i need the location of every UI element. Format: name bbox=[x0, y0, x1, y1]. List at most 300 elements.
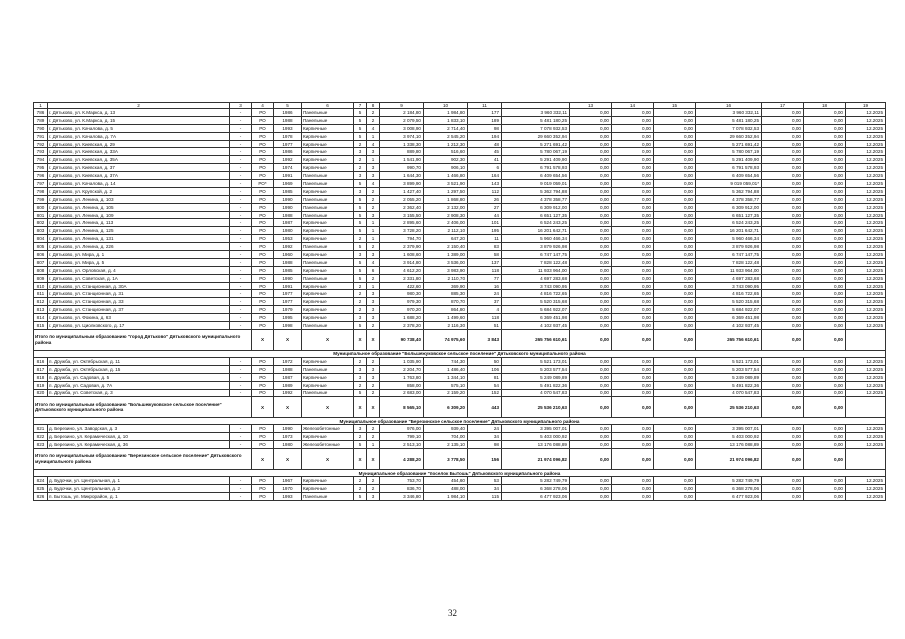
table-cell: 0,00 bbox=[612, 227, 654, 235]
table-cell: 3 bbox=[367, 164, 380, 172]
table-cell: 5 282 749,79 bbox=[502, 477, 570, 485]
table-cell: Кирпичные bbox=[302, 164, 354, 172]
table-cell: 5 684 922,07 bbox=[502, 306, 570, 314]
total-cell: 74 975,60 bbox=[424, 329, 468, 350]
table-cell: 0,00 bbox=[654, 180, 696, 188]
total-cell: 0,00 bbox=[570, 397, 612, 418]
table-cell: 0,00 bbox=[612, 258, 654, 266]
table-cell: 11 bbox=[468, 235, 502, 243]
total-cell: 0,00 bbox=[612, 397, 654, 418]
table-cell: 0,00 bbox=[804, 492, 846, 500]
table-cell: 0,00 bbox=[804, 357, 846, 365]
table-cell: 2 bbox=[367, 381, 380, 389]
table-cell: 1980 bbox=[274, 227, 302, 235]
table-cell: 5 249 089,89 bbox=[696, 373, 762, 381]
table-cell: 12.2025 bbox=[846, 290, 886, 298]
table-cell: Кирпичные bbox=[302, 290, 354, 298]
table-cell: 0,00 bbox=[762, 219, 804, 227]
table-row bbox=[34, 365, 886, 373]
table-cell: - bbox=[230, 477, 252, 485]
table-cell: РО bbox=[252, 219, 274, 227]
table-cell: 1979 bbox=[274, 306, 302, 314]
table-cell: 5 520 315,68 bbox=[502, 298, 570, 306]
table-cell: 1988 bbox=[274, 365, 302, 373]
table-cell: 0,00 bbox=[804, 180, 846, 188]
total-cell: X bbox=[302, 449, 354, 470]
table-row bbox=[34, 492, 886, 500]
table-cell: 976,00 bbox=[380, 425, 424, 433]
total-cell: 0,00 bbox=[654, 449, 696, 470]
table-cell: 0,00 bbox=[570, 373, 612, 381]
table-cell: 53 bbox=[468, 477, 502, 485]
table-cell: 0,00 bbox=[762, 156, 804, 164]
table-cell: 980,30 bbox=[380, 290, 424, 298]
table-cell: 26 bbox=[468, 195, 502, 203]
table-cell: Панельные bbox=[302, 180, 354, 188]
table-row bbox=[34, 140, 886, 148]
table-cell: 3 395 007,01 bbox=[502, 425, 570, 433]
table-cell: - bbox=[230, 298, 252, 306]
table-cell: Кирпичные bbox=[302, 373, 354, 381]
table-row bbox=[34, 109, 886, 117]
table-cell: 12.2025 bbox=[846, 148, 886, 156]
table-cell: 0,00 bbox=[570, 322, 612, 330]
table-cell: 5 403 000,92 bbox=[502, 433, 570, 441]
table-cell: 0,00 bbox=[570, 251, 612, 259]
table-cell: 41 bbox=[468, 156, 502, 164]
table-cell: 0,00 bbox=[570, 492, 612, 500]
document-sheet bbox=[33, 102, 883, 501]
table-cell: Кирпичные bbox=[302, 156, 354, 164]
table-cell: 1 984,80 bbox=[424, 109, 468, 117]
table-cell: 0,00 bbox=[654, 124, 696, 132]
section-heading-row bbox=[34, 418, 886, 425]
table-cell: 9 019 059,01 bbox=[502, 180, 570, 188]
table-cell: 825 bbox=[34, 484, 48, 492]
table-cell: 815 bbox=[34, 322, 48, 330]
table-cell: Кирпичные bbox=[302, 148, 354, 156]
table-cell: 1990 bbox=[274, 425, 302, 433]
table-cell: Панельные bbox=[302, 274, 354, 282]
table-cell: 12.2025 bbox=[846, 132, 886, 140]
table-cell: 137 bbox=[468, 258, 502, 266]
table-cell: 1986 bbox=[274, 148, 302, 156]
table-cell: 1 541,90 bbox=[380, 156, 424, 164]
table-row bbox=[34, 282, 886, 290]
table-cell: 12.2025 bbox=[846, 492, 886, 500]
table-cell: 29 660 352,94 bbox=[696, 132, 762, 140]
table-row bbox=[34, 172, 886, 180]
table-cell: 11 933 964,00 bbox=[502, 266, 570, 274]
table-cell: 1 297,50 bbox=[424, 187, 468, 195]
table-cell: 990,70 bbox=[380, 164, 424, 172]
table-cell: 6 bbox=[468, 164, 502, 172]
table-cell: 0,00 bbox=[612, 365, 654, 373]
table-cell: п. Бытошь, ул. Микрорайон, д. 1 bbox=[48, 492, 230, 500]
table-cell: 12.2025 bbox=[846, 322, 886, 330]
table-cell: 1998 bbox=[274, 322, 302, 330]
table-cell: 3 bbox=[354, 314, 367, 322]
table-cell: 3 bbox=[367, 306, 380, 314]
table-cell: 98 bbox=[468, 441, 502, 449]
table-cell: 0,00 bbox=[654, 187, 696, 195]
table-row bbox=[34, 251, 886, 259]
table-row bbox=[34, 235, 886, 243]
table-cell: 12.2025 bbox=[846, 109, 886, 117]
table-cell: 0,00 bbox=[570, 441, 612, 449]
table-cell: - bbox=[230, 180, 252, 188]
table-cell: 2 bbox=[367, 389, 380, 397]
table-cell: Кирпичные bbox=[302, 484, 354, 492]
table-cell: - bbox=[230, 433, 252, 441]
column-number-cell: 17 bbox=[762, 103, 804, 109]
table-cell: 143 bbox=[468, 180, 502, 188]
table-cell: 7 078 932,53 bbox=[696, 124, 762, 132]
table-cell: 1991 bbox=[274, 172, 302, 180]
section-heading-row bbox=[34, 470, 886, 477]
table-cell: 12.2025 bbox=[846, 227, 886, 235]
table-cell: г. Дятьково, ул. Станционная, д. 37 bbox=[48, 306, 230, 314]
table-cell: 0,00 bbox=[762, 180, 804, 188]
table-cell: 0,00 bbox=[654, 258, 696, 266]
table-cell: 58 bbox=[468, 251, 502, 259]
table-cell: г. Дятьково, ул. Орловская, д. 4 bbox=[48, 266, 230, 274]
section-heading: Муниципальное образование "Большежуковское сельское поселение" Дятьковского муниципального района bbox=[34, 350, 886, 357]
table-cell: 1980 bbox=[274, 441, 302, 449]
table-cell: 0,00 bbox=[570, 381, 612, 389]
total-cell: 6 309,20 bbox=[424, 397, 468, 418]
table-cell: 799 bbox=[34, 195, 48, 203]
table-cell: 0,00 bbox=[570, 148, 612, 156]
table-cell: - bbox=[230, 282, 252, 290]
total-cell: X bbox=[354, 397, 367, 418]
table-cell: 0,00 bbox=[762, 211, 804, 219]
table-cell: РО bbox=[252, 109, 274, 117]
total-cell: 0,00 bbox=[804, 449, 846, 470]
table-cell: 0,00 bbox=[570, 227, 612, 235]
table-cell: 3 879 926,98 bbox=[696, 243, 762, 251]
table-cell: 0,00 bbox=[612, 251, 654, 259]
table-cell: 3 536,00 bbox=[424, 258, 468, 266]
table-cell: 5 203 577,54 bbox=[502, 365, 570, 373]
table-cell: 12.2025 bbox=[846, 172, 886, 180]
table-cell: 12.2025 bbox=[846, 314, 886, 322]
table-cell: 12.2025 bbox=[846, 441, 886, 449]
table-cell: 0,00 bbox=[654, 211, 696, 219]
table-cell: г. Дятьково, ул. Мира, д. 5 bbox=[48, 258, 230, 266]
table-cell: 1 868,80 bbox=[424, 195, 468, 203]
table-cell: РО bbox=[252, 314, 274, 322]
table-cell: 786 bbox=[34, 109, 48, 117]
table-cell: 647,20 bbox=[424, 235, 468, 243]
table-cell: 5 684 922,07 bbox=[696, 306, 762, 314]
table-cell: 12.2025 bbox=[846, 219, 886, 227]
table-cell: РО bbox=[252, 290, 274, 298]
table-cell: 6 409 654,56 bbox=[502, 172, 570, 180]
table-cell: 5 249 089,89 bbox=[502, 373, 570, 381]
table-cell: 807 bbox=[34, 258, 48, 266]
table-cell: 817 bbox=[34, 365, 48, 373]
table-cell: 795 bbox=[34, 164, 48, 172]
table-cell: 1 bbox=[367, 156, 380, 164]
table-cell: 5 520 315,68 bbox=[696, 298, 762, 306]
table-row bbox=[34, 274, 886, 282]
table-cell: 106 bbox=[468, 365, 502, 373]
total-cell: 0,00 bbox=[762, 397, 804, 418]
table-cell: 793 bbox=[34, 148, 48, 156]
table-cell: 3 728,20 bbox=[380, 227, 424, 235]
total-cell: 25 536 210,63 bbox=[502, 397, 570, 418]
table-cell: 81 bbox=[468, 373, 502, 381]
table-cell: г. Дятьково, ул. Станционная, д. 31 bbox=[48, 290, 230, 298]
table-cell: 422,60 bbox=[380, 282, 424, 290]
table-cell: РО bbox=[252, 235, 274, 243]
table-cell: 5 bbox=[354, 180, 367, 188]
table-cell: 0,00 bbox=[570, 211, 612, 219]
table-cell: 0,00 bbox=[654, 441, 696, 449]
table-cell: 77 bbox=[468, 274, 502, 282]
table-cell: 6 747 147,75 bbox=[502, 251, 570, 259]
table-cell: 4 697 283,68 bbox=[696, 274, 762, 282]
table-cell: 12.2025 bbox=[846, 235, 886, 243]
table-cell: 3 bbox=[367, 148, 380, 156]
table-cell: 5 362 794,88 bbox=[696, 187, 762, 195]
table-cell: 16 201 642,71 bbox=[696, 227, 762, 235]
table-cell: 0,00 bbox=[570, 477, 612, 485]
table-cell: 0,00 bbox=[612, 124, 654, 132]
table-cell: 1978 bbox=[274, 132, 302, 140]
table-cell: 1988 bbox=[274, 116, 302, 124]
table-row bbox=[34, 357, 886, 365]
table-cell: 0,00 bbox=[762, 290, 804, 298]
table-cell: 12.2025 bbox=[846, 298, 886, 306]
table-cell: 2 bbox=[367, 243, 380, 251]
table-cell: 0,00 bbox=[762, 109, 804, 117]
table-cell: 812 bbox=[34, 298, 48, 306]
table-cell: 0,00 bbox=[570, 258, 612, 266]
column-number-cell: 7 bbox=[354, 103, 367, 109]
table-cell: 2 379,90 bbox=[380, 243, 424, 251]
column-number-cell: 10 bbox=[424, 103, 468, 109]
table-cell: 5 521 173,01 bbox=[502, 357, 570, 365]
table-cell: г. Дятьково, ул. Киевская, д. 33А bbox=[48, 148, 230, 156]
table-cell: 12.2025 bbox=[846, 433, 886, 441]
table-cell: 5 bbox=[354, 274, 367, 282]
table-cell: 802 bbox=[34, 219, 48, 227]
total-cell: 90 738,40 bbox=[380, 329, 424, 350]
table-cell: РО bbox=[252, 132, 274, 140]
table-cell: 1990 bbox=[274, 203, 302, 211]
table-cell: 1 499,60 bbox=[424, 314, 468, 322]
table-cell: 3 bbox=[354, 172, 367, 180]
table-cell: 5 282 749,79 bbox=[696, 477, 762, 485]
table-cell: 823 bbox=[34, 441, 48, 449]
table-cell: 804 bbox=[34, 235, 48, 243]
table-cell: 118 bbox=[468, 314, 502, 322]
table-cell: п. Дружба, ул. Советская, д. 3 bbox=[48, 389, 230, 397]
table-cell: 0,00 bbox=[804, 365, 846, 373]
table-cell: 2 bbox=[367, 109, 380, 117]
table-cell: 5 362 794,88 bbox=[502, 187, 570, 195]
table-row bbox=[34, 156, 886, 164]
table-cell: 2 204,70 bbox=[380, 365, 424, 373]
table-cell: 1992 bbox=[274, 156, 302, 164]
table-cell: 826 bbox=[34, 492, 48, 500]
table-cell: - bbox=[230, 441, 252, 449]
table-row bbox=[34, 164, 886, 172]
table-cell: г. Дятьково, ул. Советская, д. 1А bbox=[48, 274, 230, 282]
table-cell: 1992 bbox=[274, 243, 302, 251]
total-cell: X bbox=[367, 329, 380, 350]
table-cell: 12.2025 bbox=[846, 274, 886, 282]
table-cell: 0,00 bbox=[654, 140, 696, 148]
table-cell: 0,00 bbox=[654, 373, 696, 381]
table-cell: 0,00 bbox=[570, 140, 612, 148]
table-cell: 3 bbox=[354, 425, 367, 433]
table-cell: г. Дятьково, ул. Ленина, д. 131 bbox=[48, 235, 230, 243]
table-cell: 0,00 bbox=[762, 258, 804, 266]
table-cell: 1972 bbox=[274, 357, 302, 365]
table-cell: 806 bbox=[34, 251, 48, 259]
table-cell: 3 bbox=[354, 365, 367, 373]
table-cell: 6 524 243,25 bbox=[502, 219, 570, 227]
table-cell: 0,00 bbox=[804, 156, 846, 164]
table-cell: 0,00 bbox=[570, 187, 612, 195]
table-cell: 864,80 bbox=[424, 306, 468, 314]
table-cell: 0,00 bbox=[654, 381, 696, 389]
table-cell: 5 bbox=[354, 322, 367, 330]
table-cell: 0,00 bbox=[654, 251, 696, 259]
table-cell: Панельные bbox=[302, 172, 354, 180]
table-cell: 0,00 bbox=[804, 389, 846, 397]
section-heading: Муниципальное образование "поселок Бытошь" Дятьковского муниципального района bbox=[34, 470, 886, 477]
table-cell: 0,00 bbox=[570, 290, 612, 298]
table-cell: - bbox=[230, 258, 252, 266]
total-cell: 8 565,10 bbox=[380, 397, 424, 418]
total-cell: 0,00 bbox=[570, 449, 612, 470]
table-cell: 3 346,80 bbox=[380, 492, 424, 500]
table-cell: 2 bbox=[367, 187, 380, 195]
table-cell: 822 bbox=[34, 433, 48, 441]
table-cell: РО bbox=[252, 389, 274, 397]
table-cell: 0,00 bbox=[804, 290, 846, 298]
table-cell: 0,00 bbox=[570, 219, 612, 227]
table-cell: Кирпичные bbox=[302, 227, 354, 235]
table-cell: 4 bbox=[367, 258, 380, 266]
table-cell: 811 bbox=[34, 290, 48, 298]
table-cell: 0,00 bbox=[654, 282, 696, 290]
table-cell: 791 bbox=[34, 132, 48, 140]
table-cell: РО bbox=[252, 187, 274, 195]
total-row bbox=[34, 397, 886, 418]
table-cell: 29 660 352,94 bbox=[502, 132, 570, 140]
table-cell: 4 102 937,45 bbox=[502, 322, 570, 330]
table-cell: 1 833,10 bbox=[424, 116, 468, 124]
table-cell: 0,00 bbox=[654, 365, 696, 373]
table-cell: РО bbox=[252, 492, 274, 500]
table-cell: 1 212,30 bbox=[424, 140, 468, 148]
table-cell: 3 743 090,95 bbox=[502, 282, 570, 290]
table-cell: 12.2025 bbox=[846, 266, 886, 274]
table-cell: 2 908,30 bbox=[424, 211, 468, 219]
table-cell: 0,00 bbox=[612, 274, 654, 282]
table-cell: Панельные bbox=[302, 211, 354, 219]
total-cell bbox=[846, 449, 886, 470]
table-cell: 3 bbox=[367, 314, 380, 322]
total-label: Итого по муниципальным образованию "город Дятьково" Дятьковского муниципального района bbox=[34, 329, 252, 350]
table-cell: РО bbox=[252, 357, 274, 365]
table-cell: 939,40 bbox=[424, 425, 468, 433]
total-cell: 25 536 210,63 bbox=[696, 397, 762, 418]
table-cell: 4 816 722,65 bbox=[502, 290, 570, 298]
table-cell: 0,00 bbox=[612, 484, 654, 492]
table-cell: 1960 bbox=[274, 251, 302, 259]
table-cell: 0,00 bbox=[804, 164, 846, 172]
table-cell: 0,00 bbox=[804, 219, 846, 227]
table-cell: 0,00 bbox=[612, 306, 654, 314]
table-cell: 0,00 bbox=[762, 140, 804, 148]
table-cell: 0,00 bbox=[762, 187, 804, 195]
table-cell: 0,00 bbox=[570, 132, 612, 140]
table-cell: 0,00 bbox=[612, 389, 654, 397]
column-number-cell: 15 bbox=[654, 103, 696, 109]
table-cell: 1 035,90 bbox=[380, 357, 424, 365]
table-cell: 0,00 bbox=[612, 425, 654, 433]
table-cell: РО bbox=[252, 274, 274, 282]
table-cell: Кирпичные bbox=[302, 306, 354, 314]
table-cell: п. Дружба, ул. Октябрьская, д. 11 bbox=[48, 357, 230, 365]
table-cell: 0,00 bbox=[804, 314, 846, 322]
table-cell: 0,00 bbox=[654, 290, 696, 298]
total-cell: 0,00 bbox=[612, 449, 654, 470]
table-cell: 5 bbox=[354, 124, 367, 132]
table-cell: 0,00 bbox=[612, 314, 654, 322]
table-cell: 0,00 bbox=[804, 266, 846, 274]
table-cell: - bbox=[230, 314, 252, 322]
table-cell: 3 960 332,11 bbox=[696, 109, 762, 117]
table-cell: РО* bbox=[252, 180, 274, 188]
table-cell: 13 176 088,89 bbox=[696, 441, 762, 449]
total-cell: 4 288,20 bbox=[380, 449, 424, 470]
table-cell: 2 135,10 bbox=[424, 441, 468, 449]
table-cell: 0,00 bbox=[762, 365, 804, 373]
table-cell: 2 bbox=[354, 477, 367, 485]
total-cell: 0,00 bbox=[612, 329, 654, 350]
table-cell: 6 651 127,35 bbox=[696, 211, 762, 219]
total-cell bbox=[846, 329, 886, 350]
table-cell: 821 bbox=[34, 425, 48, 433]
table-cell: 816 bbox=[34, 357, 48, 365]
table-cell: 0,00 bbox=[612, 243, 654, 251]
table-cell: - bbox=[230, 156, 252, 164]
table-cell: 5 521 173,01 bbox=[696, 357, 762, 365]
table-cell: Кирпичные bbox=[302, 477, 354, 485]
total-cell bbox=[846, 397, 886, 418]
table-cell: д. Березино, ул. Керамическая, д. 10 bbox=[48, 433, 230, 441]
total-cell: 3 778,50 bbox=[424, 449, 468, 470]
table-cell: 6 bbox=[367, 266, 380, 274]
table-cell: 0,00 bbox=[570, 274, 612, 282]
table-row bbox=[34, 227, 886, 235]
table-cell: 575,10 bbox=[424, 381, 468, 389]
table-cell: 0,00 bbox=[612, 156, 654, 164]
table-cell: 808 bbox=[34, 266, 48, 274]
table-cell: Панельные bbox=[302, 195, 354, 203]
table-cell: 5 481 180,25 bbox=[502, 116, 570, 124]
table-cell: д. Березино, ул. Заводская, д. 3 bbox=[48, 425, 230, 433]
table-cell: 889,80 bbox=[380, 148, 424, 156]
table-cell: 800 bbox=[34, 203, 48, 211]
